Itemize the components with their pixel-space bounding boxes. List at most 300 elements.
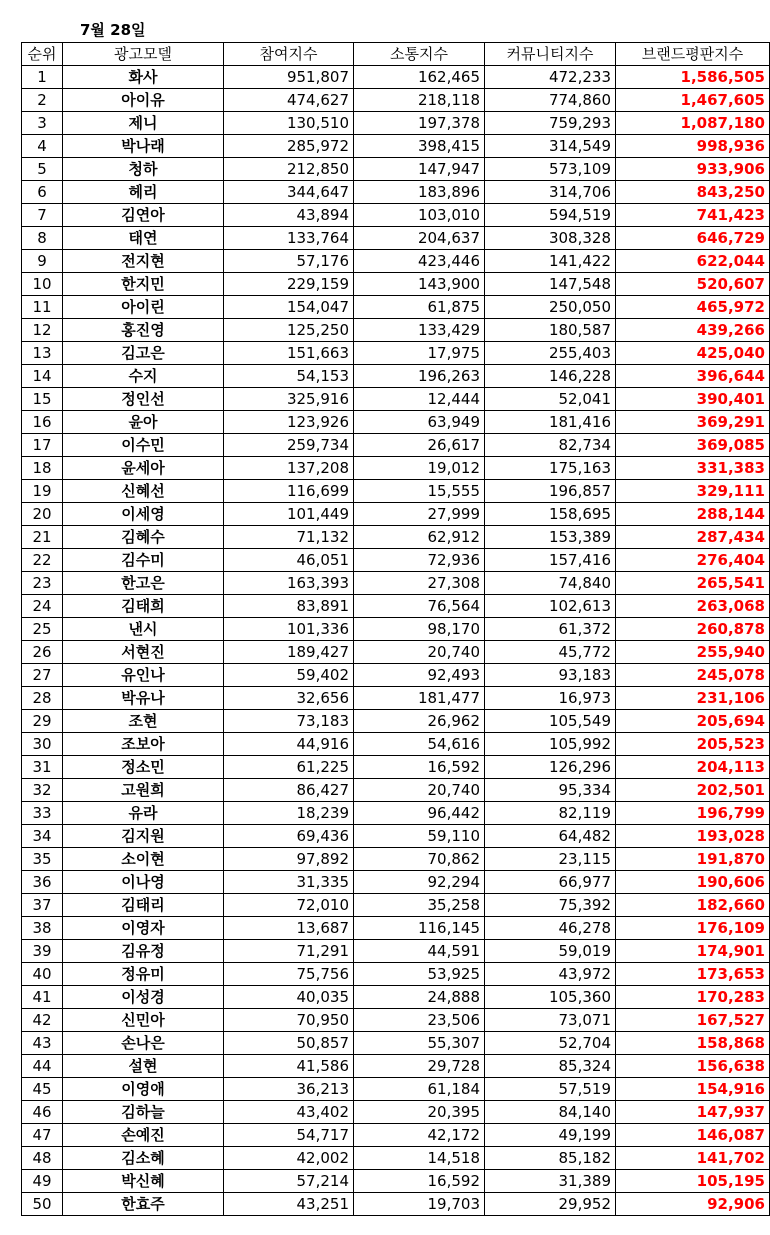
cell-community: 759,293: [485, 112, 616, 135]
cell-rank: 2: [22, 89, 63, 112]
cell-rank: 27: [22, 664, 63, 687]
cell-rank: 11: [22, 296, 63, 319]
cell-rank: 30: [22, 733, 63, 756]
table-row: [22, 204, 770, 227]
cell-rank: 37: [22, 894, 63, 917]
cell-communication: 26,617: [354, 434, 485, 457]
header-brand-reputation: 브랜드평판지수: [616, 43, 770, 66]
cell-community: 84,140: [485, 1101, 616, 1124]
cell-communication: 61,875: [354, 296, 485, 319]
cell-brand-reputation: 520,607: [616, 273, 770, 296]
cell-rank: 20: [22, 503, 63, 526]
cell-community: 180,587: [485, 319, 616, 342]
cell-community: 255,403: [485, 342, 616, 365]
cell-brand-reputation: 156,638: [616, 1055, 770, 1078]
cell-community: 157,416: [485, 549, 616, 572]
cell-community: 45,772: [485, 641, 616, 664]
cell-model-name: 박신혜: [63, 1170, 224, 1193]
cell-rank: 43: [22, 1032, 63, 1055]
cell-participation: 73,183: [224, 710, 354, 733]
cell-community: 52,704: [485, 1032, 616, 1055]
cell-participation: 101,336: [224, 618, 354, 641]
cell-communication: 16,592: [354, 1170, 485, 1193]
cell-community: 23,115: [485, 848, 616, 871]
cell-community: 57,519: [485, 1078, 616, 1101]
cell-brand-reputation: 170,283: [616, 986, 770, 1009]
cell-model-name: 김태희: [63, 595, 224, 618]
cell-community: 102,613: [485, 595, 616, 618]
cell-community: 82,119: [485, 802, 616, 825]
table-row: [22, 940, 770, 963]
cell-community: 594,519: [485, 204, 616, 227]
cell-communication: 197,378: [354, 112, 485, 135]
cell-participation: 123,926: [224, 411, 354, 434]
cell-community: 46,278: [485, 917, 616, 940]
cell-community: 250,050: [485, 296, 616, 319]
cell-model-name: 이나영: [63, 871, 224, 894]
table-row: [22, 181, 770, 204]
cell-participation: 86,427: [224, 779, 354, 802]
cell-participation: 101,449: [224, 503, 354, 526]
cell-community: 31,389: [485, 1170, 616, 1193]
cell-rank: 6: [22, 181, 63, 204]
cell-brand-reputation: 369,085: [616, 434, 770, 457]
cell-community: 146,228: [485, 365, 616, 388]
cell-brand-reputation: 105,195: [616, 1170, 770, 1193]
cell-brand-reputation: 1,087,180: [616, 112, 770, 135]
cell-brand-reputation: 933,906: [616, 158, 770, 181]
cell-model-name: 한지민: [63, 273, 224, 296]
table-row: [22, 572, 770, 595]
cell-community: 73,071: [485, 1009, 616, 1032]
cell-rank: 39: [22, 940, 63, 963]
cell-participation: 71,291: [224, 940, 354, 963]
cell-community: 774,860: [485, 89, 616, 112]
cell-community: 196,857: [485, 480, 616, 503]
cell-model-name: 화사: [63, 66, 224, 89]
cell-rank: 32: [22, 779, 63, 802]
table-row: [22, 710, 770, 733]
table-body: [22, 66, 770, 1216]
table-row: [22, 1101, 770, 1124]
cell-participation: 44,916: [224, 733, 354, 756]
cell-model-name: 청하: [63, 158, 224, 181]
table-row: [22, 595, 770, 618]
cell-participation: 137,208: [224, 457, 354, 480]
cell-communication: 54,616: [354, 733, 485, 756]
cell-rank: 18: [22, 457, 63, 480]
header-model: 광고모델: [63, 43, 224, 66]
cell-participation: 133,764: [224, 227, 354, 250]
cell-rank: 41: [22, 986, 63, 1009]
cell-rank: 47: [22, 1124, 63, 1147]
cell-communication: 15,555: [354, 480, 485, 503]
cell-brand-reputation: 205,694: [616, 710, 770, 733]
cell-communication: 61,184: [354, 1078, 485, 1101]
cell-model-name: 헤리: [63, 181, 224, 204]
cell-communication: 62,912: [354, 526, 485, 549]
cell-community: 74,840: [485, 572, 616, 595]
cell-model-name: 김고은: [63, 342, 224, 365]
cell-communication: 162,465: [354, 66, 485, 89]
cell-brand-reputation: 390,401: [616, 388, 770, 411]
table-row: [22, 457, 770, 480]
cell-community: 126,296: [485, 756, 616, 779]
cell-model-name: 서현진: [63, 641, 224, 664]
cell-community: 85,324: [485, 1055, 616, 1078]
cell-participation: 31,335: [224, 871, 354, 894]
cell-participation: 61,225: [224, 756, 354, 779]
table-row: [22, 388, 770, 411]
cell-brand-reputation: 92,906: [616, 1193, 770, 1216]
table-row: [22, 1124, 770, 1147]
cell-brand-reputation: 205,523: [616, 733, 770, 756]
cell-participation: 50,857: [224, 1032, 354, 1055]
cell-rank: 49: [22, 1170, 63, 1193]
cell-rank: 14: [22, 365, 63, 388]
cell-participation: 32,656: [224, 687, 354, 710]
cell-community: 175,163: [485, 457, 616, 480]
cell-brand-reputation: 741,423: [616, 204, 770, 227]
cell-brand-reputation: 174,901: [616, 940, 770, 963]
cell-model-name: 조보아: [63, 733, 224, 756]
cell-brand-reputation: 998,936: [616, 135, 770, 158]
cell-rank: 1: [22, 66, 63, 89]
cell-communication: 183,896: [354, 181, 485, 204]
cell-model-name: 이수민: [63, 434, 224, 457]
cell-brand-reputation: 147,937: [616, 1101, 770, 1124]
cell-communication: 20,740: [354, 779, 485, 802]
cell-communication: 17,975: [354, 342, 485, 365]
table-row: [22, 756, 770, 779]
cell-community: 49,199: [485, 1124, 616, 1147]
cell-model-name: 손나은: [63, 1032, 224, 1055]
cell-participation: 154,047: [224, 296, 354, 319]
table-row: [22, 618, 770, 641]
cell-participation: 83,891: [224, 595, 354, 618]
cell-brand-reputation: 369,291: [616, 411, 770, 434]
cell-communication: 92,294: [354, 871, 485, 894]
cell-communication: 92,493: [354, 664, 485, 687]
cell-communication: 398,415: [354, 135, 485, 158]
table-row: [22, 733, 770, 756]
header-rank: 순위: [22, 43, 63, 66]
cell-brand-reputation: 396,644: [616, 365, 770, 388]
cell-rank: 3: [22, 112, 63, 135]
cell-communication: 26,962: [354, 710, 485, 733]
cell-rank: 10: [22, 273, 63, 296]
cell-communication: 23,506: [354, 1009, 485, 1032]
cell-model-name: 정유미: [63, 963, 224, 986]
cell-participation: 151,663: [224, 342, 354, 365]
table-row: [22, 319, 770, 342]
cell-model-name: 김연아: [63, 204, 224, 227]
cell-rank: 45: [22, 1078, 63, 1101]
cell-communication: 70,862: [354, 848, 485, 871]
table-row: [22, 779, 770, 802]
cell-brand-reputation: 173,653: [616, 963, 770, 986]
table-row: [22, 687, 770, 710]
cell-model-name: 소이현: [63, 848, 224, 871]
table-row: [22, 1147, 770, 1170]
cell-community: 52,041: [485, 388, 616, 411]
cell-communication: 16,592: [354, 756, 485, 779]
cell-participation: 69,436: [224, 825, 354, 848]
cell-communication: 19,703: [354, 1193, 485, 1216]
table-row: [22, 1055, 770, 1078]
cell-rank: 25: [22, 618, 63, 641]
cell-communication: 42,172: [354, 1124, 485, 1147]
cell-model-name: 이성경: [63, 986, 224, 1009]
cell-model-name: 이세영: [63, 503, 224, 526]
cell-brand-reputation: 146,087: [616, 1124, 770, 1147]
cell-participation: 285,972: [224, 135, 354, 158]
cell-participation: 43,251: [224, 1193, 354, 1216]
cell-rank: 35: [22, 848, 63, 871]
cell-rank: 48: [22, 1147, 63, 1170]
cell-community: 66,977: [485, 871, 616, 894]
cell-rank: 8: [22, 227, 63, 250]
cell-model-name: 제니: [63, 112, 224, 135]
header-communication: 소통지수: [354, 43, 485, 66]
cell-community: 308,328: [485, 227, 616, 250]
cell-rank: 40: [22, 963, 63, 986]
cell-brand-reputation: 167,527: [616, 1009, 770, 1032]
cell-participation: 325,916: [224, 388, 354, 411]
cell-rank: 22: [22, 549, 63, 572]
cell-brand-reputation: 425,040: [616, 342, 770, 365]
cell-community: 105,549: [485, 710, 616, 733]
cell-brand-reputation: 202,501: [616, 779, 770, 802]
cell-participation: 97,892: [224, 848, 354, 871]
header-community: 커뮤니티지수: [485, 43, 616, 66]
table-row: [22, 871, 770, 894]
cell-brand-reputation: 329,111: [616, 480, 770, 503]
cell-communication: 19,012: [354, 457, 485, 480]
cell-participation: 130,510: [224, 112, 354, 135]
cell-community: 314,706: [485, 181, 616, 204]
cell-model-name: 이영애: [63, 1078, 224, 1101]
table-row: [22, 135, 770, 158]
cell-communication: 29,728: [354, 1055, 485, 1078]
cell-communication: 423,446: [354, 250, 485, 273]
cell-rank: 5: [22, 158, 63, 181]
cell-rank: 21: [22, 526, 63, 549]
table-row: [22, 1078, 770, 1101]
cell-rank: 4: [22, 135, 63, 158]
cell-communication: 59,110: [354, 825, 485, 848]
cell-community: 75,392: [485, 894, 616, 917]
cell-participation: 212,850: [224, 158, 354, 181]
cell-brand-reputation: 196,799: [616, 802, 770, 825]
table-row: [22, 1009, 770, 1032]
cell-brand-reputation: 255,940: [616, 641, 770, 664]
cell-participation: 71,132: [224, 526, 354, 549]
cell-model-name: 박유나: [63, 687, 224, 710]
cell-communication: 35,258: [354, 894, 485, 917]
cell-model-name: 유라: [63, 802, 224, 825]
cell-model-name: 고원희: [63, 779, 224, 802]
cell-model-name: 신민아: [63, 1009, 224, 1032]
cell-rank: 7: [22, 204, 63, 227]
cell-communication: 103,010: [354, 204, 485, 227]
cell-communication: 218,118: [354, 89, 485, 112]
cell-model-name: 정인선: [63, 388, 224, 411]
cell-model-name: 김소혜: [63, 1147, 224, 1170]
table-row: [22, 1032, 770, 1055]
cell-rank: 16: [22, 411, 63, 434]
cell-community: 314,549: [485, 135, 616, 158]
cell-communication: 12,444: [354, 388, 485, 411]
cell-community: 16,973: [485, 687, 616, 710]
cell-model-name: 김지원: [63, 825, 224, 848]
table-row: [22, 1170, 770, 1193]
cell-model-name: 김하늘: [63, 1101, 224, 1124]
cell-model-name: 신혜선: [63, 480, 224, 503]
cell-community: 181,416: [485, 411, 616, 434]
cell-model-name: 한효주: [63, 1193, 224, 1216]
cell-model-name: 이영자: [63, 917, 224, 940]
table-row: [22, 641, 770, 664]
cell-participation: 40,035: [224, 986, 354, 1009]
table-row: [22, 434, 770, 457]
cell-community: 29,952: [485, 1193, 616, 1216]
cell-participation: 189,427: [224, 641, 354, 664]
cell-rank: 46: [22, 1101, 63, 1124]
cell-rank: 29: [22, 710, 63, 733]
cell-community: 105,992: [485, 733, 616, 756]
header-row: [22, 43, 770, 66]
table-row: [22, 273, 770, 296]
cell-community: 95,334: [485, 779, 616, 802]
cell-community: 64,482: [485, 825, 616, 848]
cell-brand-reputation: 182,660: [616, 894, 770, 917]
cell-brand-reputation: 288,144: [616, 503, 770, 526]
table-row: [22, 664, 770, 687]
cell-participation: 42,002: [224, 1147, 354, 1170]
cell-brand-reputation: 204,113: [616, 756, 770, 779]
cell-participation: 75,756: [224, 963, 354, 986]
cell-rank: 23: [22, 572, 63, 595]
cell-participation: 41,586: [224, 1055, 354, 1078]
cell-communication: 14,518: [354, 1147, 485, 1170]
cell-rank: 26: [22, 641, 63, 664]
cell-brand-reputation: 245,078: [616, 664, 770, 687]
cell-participation: 116,699: [224, 480, 354, 503]
cell-model-name: 김수미: [63, 549, 224, 572]
cell-participation: 229,159: [224, 273, 354, 296]
cell-communication: 27,308: [354, 572, 485, 595]
cell-model-name: 낸시: [63, 618, 224, 641]
cell-rank: 13: [22, 342, 63, 365]
cell-participation: 72,010: [224, 894, 354, 917]
cell-rank: 33: [22, 802, 63, 825]
cell-model-name: 태연: [63, 227, 224, 250]
cell-model-name: 윤세아: [63, 457, 224, 480]
table-row: [22, 112, 770, 135]
table-row: [22, 227, 770, 250]
cell-participation: 344,647: [224, 181, 354, 204]
cell-brand-reputation: 190,606: [616, 871, 770, 894]
cell-community: 82,734: [485, 434, 616, 457]
cell-communication: 147,947: [354, 158, 485, 181]
cell-communication: 20,740: [354, 641, 485, 664]
cell-brand-reputation: 141,702: [616, 1147, 770, 1170]
cell-community: 85,182: [485, 1147, 616, 1170]
cell-communication: 20,395: [354, 1101, 485, 1124]
cell-community: 158,695: [485, 503, 616, 526]
cell-communication: 181,477: [354, 687, 485, 710]
cell-participation: 125,250: [224, 319, 354, 342]
table-row: [22, 986, 770, 1009]
cell-communication: 96,442: [354, 802, 485, 825]
cell-participation: 43,402: [224, 1101, 354, 1124]
cell-rank: 9: [22, 250, 63, 273]
cell-participation: 259,734: [224, 434, 354, 457]
table-row: [22, 894, 770, 917]
cell-brand-reputation: 265,541: [616, 572, 770, 595]
table-row: [22, 342, 770, 365]
cell-communication: 98,170: [354, 618, 485, 641]
cell-rank: 17: [22, 434, 63, 457]
cell-community: 147,548: [485, 273, 616, 296]
cell-model-name: 박나래: [63, 135, 224, 158]
cell-model-name: 정소민: [63, 756, 224, 779]
cell-model-name: 홍진영: [63, 319, 224, 342]
cell-rank: 50: [22, 1193, 63, 1216]
cell-communication: 133,429: [354, 319, 485, 342]
table-row: [22, 917, 770, 940]
cell-rank: 12: [22, 319, 63, 342]
cell-model-name: 전지현: [63, 250, 224, 273]
cell-model-name: 김유정: [63, 940, 224, 963]
cell-rank: 34: [22, 825, 63, 848]
cell-brand-reputation: 843,250: [616, 181, 770, 204]
cell-brand-reputation: 260,878: [616, 618, 770, 641]
cell-brand-reputation: 193,028: [616, 825, 770, 848]
cell-model-name: 수지: [63, 365, 224, 388]
cell-rank: 44: [22, 1055, 63, 1078]
cell-model-name: 손예진: [63, 1124, 224, 1147]
cell-brand-reputation: 439,266: [616, 319, 770, 342]
cell-communication: 76,564: [354, 595, 485, 618]
cell-participation: 70,950: [224, 1009, 354, 1032]
table-row: [22, 825, 770, 848]
cell-participation: 57,214: [224, 1170, 354, 1193]
cell-brand-reputation: 331,383: [616, 457, 770, 480]
table-row: [22, 1193, 770, 1216]
cell-rank: 24: [22, 595, 63, 618]
table-row: [22, 480, 770, 503]
cell-brand-reputation: 263,068: [616, 595, 770, 618]
table-row: [22, 89, 770, 112]
table-row: [22, 411, 770, 434]
table-row: [22, 526, 770, 549]
cell-brand-reputation: 191,870: [616, 848, 770, 871]
cell-brand-reputation: 176,109: [616, 917, 770, 940]
cell-model-name: 김혜수: [63, 526, 224, 549]
table-row: [22, 802, 770, 825]
cell-model-name: 설현: [63, 1055, 224, 1078]
cell-communication: 196,263: [354, 365, 485, 388]
cell-model-name: 유인나: [63, 664, 224, 687]
header-participation: 참여지수: [224, 43, 354, 66]
cell-model-name: 윤아: [63, 411, 224, 434]
cell-model-name: 아이린: [63, 296, 224, 319]
cell-community: 59,019: [485, 940, 616, 963]
cell-community: 43,972: [485, 963, 616, 986]
date-title: 7월 28일: [80, 21, 146, 39]
